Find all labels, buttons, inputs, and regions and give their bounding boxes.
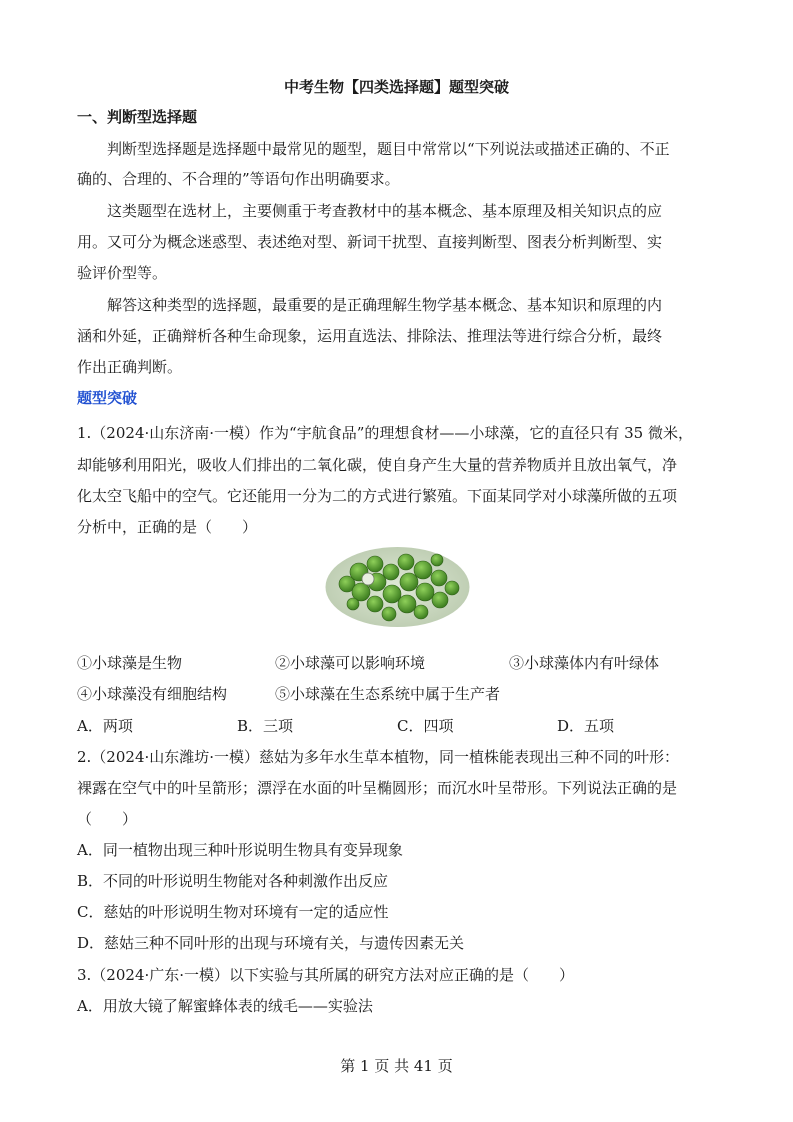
question-line: 2.（2024·山东潍坊·一模）慈姑为多年水生草本植物，同一植株能表现出三种不同的叶形： [77, 748, 680, 766]
question-line: （ ） [77, 810, 138, 828]
paragraph-line: 用。又可分为概念迷惑型、表述绝对型、新词干扰型、直接判断型、图表分析判断型、实 [77, 233, 663, 251]
paragraph-line: 确的、合理的、不合理的”等语句作出明确要求。 [77, 170, 400, 188]
question-line: 却能够利用阳光，吸收人们排出的二氧化碳，使自身产生大量的营养物质并且放出氧气，净 [77, 456, 678, 474]
answer-choice: D．慈姑三种不同叶形的出现与环境有关，与遗传因素无关 [77, 934, 465, 952]
question-line: 化太空飞船中的空气。它还能用一分为二的方式进行繁殖。下面某同学对小球藻所做的五项 [77, 487, 678, 505]
answer-choice: B．三项 [237, 717, 294, 735]
statement-item: ②小球藻可以影响环境 [275, 654, 426, 672]
question-line: 3.（2024·广东·一模）以下实验与其所属的研究方法对应正确的是（ ） [77, 966, 575, 984]
question-line: 分析中，正确的是（ ） [77, 518, 258, 536]
answer-choice: C．四项 [397, 717, 454, 735]
paragraph-line: 这类题型在选材上，主要侧重于考查教材中的基本概念、基本原理及相关知识点的应 [107, 202, 663, 220]
statement-item: ①小球藻是生物 [77, 654, 183, 672]
answer-choice: A．两项 [77, 717, 133, 735]
page-footer: 第 1 页 共 41 页 [340, 1057, 453, 1075]
subheading: 题型突破 [77, 389, 138, 407]
answer-choice: D．五项 [557, 717, 615, 735]
answer-choice: A．用放大镜了解蜜蜂体表的绒毛——实验法 [77, 997, 373, 1015]
statement-item: ⑤小球藻在生态系统中属于生产者 [275, 685, 501, 703]
paragraph-line: 涵和外延，正确辩析各种生命现象，运用直选法、排除法、推理法等进行综合分析，最终 [77, 327, 663, 345]
question-line: 1.（2024·山东济南·一模）作为“宇航食品”的理想食材——小球藻，它的直径只有 35 微米， [77, 424, 693, 442]
paragraph-line: 解答这种类型的选择题，最重要的是正确理解生物学基本概念、基本知识和原理的内 [107, 296, 663, 314]
question-line: 裸露在空气中的叶呈箭形；漂浮在水面的叶呈椭圆形；而沉水叶呈带形。下列说法正确的是 [77, 779, 678, 797]
section-heading: 一、判断型选择题 [77, 108, 198, 126]
paragraph-line: 判断型选择题是选择题中最常见的题型，题目中常常以“下列说法或描述正确的、不正 [107, 140, 670, 158]
statement-item: ③小球藻体内有叶绿体 [509, 654, 660, 672]
paragraph-line: 验评价型等。 [77, 264, 168, 282]
algae-microscope-image [325, 546, 470, 628]
answer-choice: C．慈姑的叶形说明生物对环境有一定的适应性 [77, 903, 389, 921]
answer-choice: B．不同的叶形说明生物能对各种刺激作出反应 [77, 872, 389, 890]
page-title: 中考生物【四类选择题】题型突破 [283, 78, 509, 96]
answer-choice: A．同一植物出现三种叶形说明生物具有变异现象 [77, 841, 403, 859]
paragraph-line: 作出正确判断。 [77, 358, 183, 376]
statement-item: ④小球藻没有细胞结构 [77, 685, 228, 703]
